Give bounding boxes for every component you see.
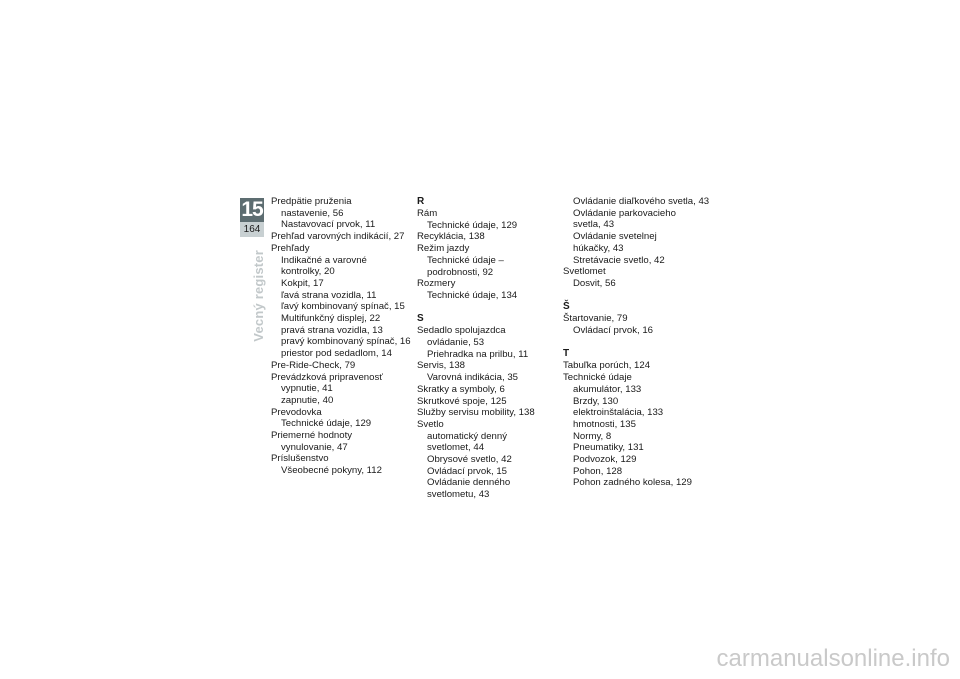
index-entry: kontrolky, 20 — [281, 266, 335, 278]
index-entry: Predpätie pruženia — [271, 196, 352, 207]
index-entry: Technické údaje — [563, 372, 632, 384]
index-entry: Brzdy, 130 — [573, 395, 619, 407]
index-entry: Priemerné hodnoty — [271, 430, 353, 442]
index-spacer — [417, 302, 567, 314]
index-entry: hmotnosti, 135 — [573, 418, 636, 430]
index-entry: Svetlo — [417, 418, 444, 430]
index-entry: vypnutie, 41 — [281, 383, 333, 395]
index-entry: zapnutie, 40 — [281, 394, 334, 406]
index-entry: Pneumatiky, 131 — [573, 442, 644, 454]
index-entry: Služby servisu mobility, 138 — [417, 407, 535, 419]
watermark: carmanualsonline.info — [716, 645, 950, 672]
index-letter-heading: R — [417, 196, 425, 207]
index-entry: vynulovanie, 47 — [281, 441, 348, 453]
index-entry: Rozmery — [417, 278, 456, 290]
index-entry: svetlometu, 43 — [427, 489, 490, 501]
index-entry: Varovná indikácia, 35 — [427, 372, 519, 384]
index-spacer — [563, 337, 713, 349]
index-entry: ovládanie, 53 — [427, 337, 485, 349]
index-entry: Sedadlo spolujazdca — [417, 325, 506, 337]
index-entry: Technické údaje, 129 — [427, 219, 518, 231]
index-entry: Kokpit, 17 — [281, 277, 324, 289]
index-letter-heading: Š — [563, 301, 570, 313]
index-entry: Ovládanie parkovacieho — [573, 207, 676, 219]
index-entry: Ovládací prvok, 16 — [573, 325, 653, 337]
index-entry: Ovládanie diaľkového svetla, 43 — [573, 196, 710, 207]
index-entry: Normy, 8 — [573, 430, 612, 442]
index-entry: Tabuľka porúch, 124 — [563, 360, 651, 372]
index-entry: Ovládací prvok, 15 — [427, 465, 507, 477]
chapter-tab — [240, 198, 264, 240]
index-entry: húkačky, 43 — [573, 242, 624, 254]
index-entry: Skrutkové spoje, 125 — [417, 395, 507, 407]
index-column-1 — [271, 196, 421, 477]
index-entry: Rám — [417, 208, 438, 219]
index-entry: Indikačné a varovné — [281, 254, 367, 266]
index-entry: Svetlomet — [563, 266, 606, 278]
index-entry: Technické údaje, 129 — [281, 418, 372, 430]
index-entry: elektroinštalácia, 133 — [573, 407, 664, 419]
index-entry: Prehľady — [271, 242, 310, 254]
index-entry: pravá strana vozidla, 13 — [281, 324, 383, 336]
index-entry: Stretávacie svetlo, 42 — [573, 254, 665, 266]
index-entry: Režim jazdy — [417, 243, 470, 255]
index-letter-heading: S — [417, 313, 424, 325]
page-number: 164 — [240, 222, 264, 237]
index-entry: Prevádzková pripravenosť — [271, 371, 383, 383]
index-entry: Ovládanie svetelnej — [573, 231, 657, 243]
index-spacer — [563, 290, 713, 302]
index-entry: Recyklácia, 138 — [417, 231, 485, 243]
index-entry: ľavá strana vozidla, 11 — [281, 289, 377, 301]
index-entry: Príslušenstvo — [271, 453, 329, 465]
index-entry: pravý kombinovaný spínač, 16 — [281, 336, 411, 348]
index-entry: Prevodovka — [271, 406, 322, 418]
index-entry: Dosvit, 56 — [573, 277, 616, 289]
chapter-number: 15 — [241, 198, 263, 221]
index-entry: svetlomet, 44 — [427, 442, 485, 454]
index-entry: Štartovanie, 79 — [563, 313, 628, 325]
index-entry: Priehradka na prilbu, 11 — [427, 348, 529, 360]
index-entry: Obrysové svetlo, 42 — [427, 454, 512, 466]
index-entry: Všeobecné pokyny, 112 — [281, 465, 382, 477]
index-entry: Skratky a symboly, 6 — [417, 383, 505, 395]
index-entry: priestor pod sedadlom, 14 — [281, 348, 392, 360]
index-entry: Prehľad varovných indikácií, 27 — [271, 231, 405, 243]
index-column-2 — [417, 196, 567, 501]
index-letter-heading: T — [563, 348, 570, 360]
index-entry: nastavenie, 56 — [281, 207, 344, 219]
index-entry: Servis, 138 — [417, 360, 465, 372]
index-entry: Pre-Ride-Check, 79 — [271, 359, 356, 371]
section-title: Vecný register — [251, 250, 266, 342]
index-entry: ľavý kombinovaný spínač, 15 — [281, 301, 405, 313]
index-entry: podrobnosti, 92 — [427, 266, 494, 278]
index-entry: akumulátor, 133 — [573, 383, 642, 395]
index-entry: Multifunkčný displej, 22 — [281, 313, 381, 325]
index-entry: Pohon, 128 — [573, 465, 623, 477]
index-entry: Technické údaje – — [427, 254, 504, 266]
index-entry: automatický denný — [427, 430, 507, 442]
index-column-3 — [563, 196, 713, 489]
index-entry: Technické údaje, 134 — [427, 289, 518, 301]
index-entry: Pohon zadného kolesa, 129 — [573, 477, 692, 489]
index-entry: Podvozok, 129 — [573, 454, 637, 466]
index-entry: Nastavovací prvok, 11 — [281, 219, 376, 231]
index-entry: svetla, 43 — [573, 219, 615, 231]
index-entry: Ovládanie denného — [427, 477, 511, 489]
